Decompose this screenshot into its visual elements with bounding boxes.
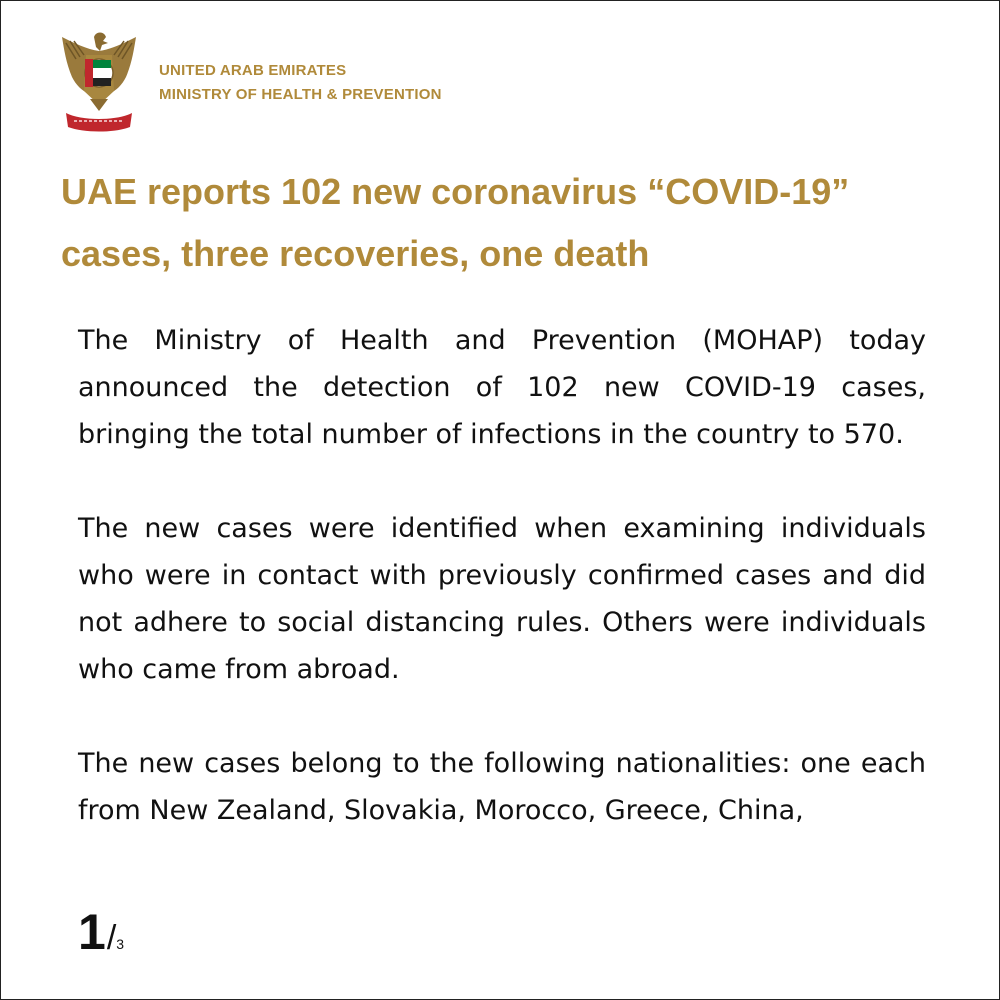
headline	[61, 161, 961, 285]
paragraph-3: The new cases belong to the following nationalities: one each from New Zealand, Slovakia, Morocco, Greece, China,	[78, 748, 926, 826]
current-page: 1	[78, 904, 106, 960]
ministry-name-block	[159, 59, 442, 107]
paragraph-2: The new cases were identified when examining individuals who were in contact with previously confirmed cases and did not adhere to social distancing rules. Others were individuals who came from abroad.	[78, 513, 926, 685]
article-body	[78, 317, 926, 881]
paragraph-1: The Ministry of Health and Prevention (MOHAP) today announced the detection of 102 new COVID-19 cases, bringing the total number of infections in the country to 570.	[78, 325, 926, 450]
headline-line-1: UAE reports 102 new coronavirus “COVID-19”	[61, 171, 850, 212]
uae-emblem-icon	[56, 29, 142, 133]
country-name: UNITED ARAB EMIRATES	[159, 62, 347, 79]
headline-line-2: cases, three recoveries, one death	[61, 233, 650, 274]
page-separator: /	[106, 919, 117, 957]
total-pages: 3	[116, 936, 125, 952]
page-indicator	[78, 903, 124, 961]
ministry-name: MINISTRY OF HEALTH & PREVENTION	[159, 86, 442, 103]
